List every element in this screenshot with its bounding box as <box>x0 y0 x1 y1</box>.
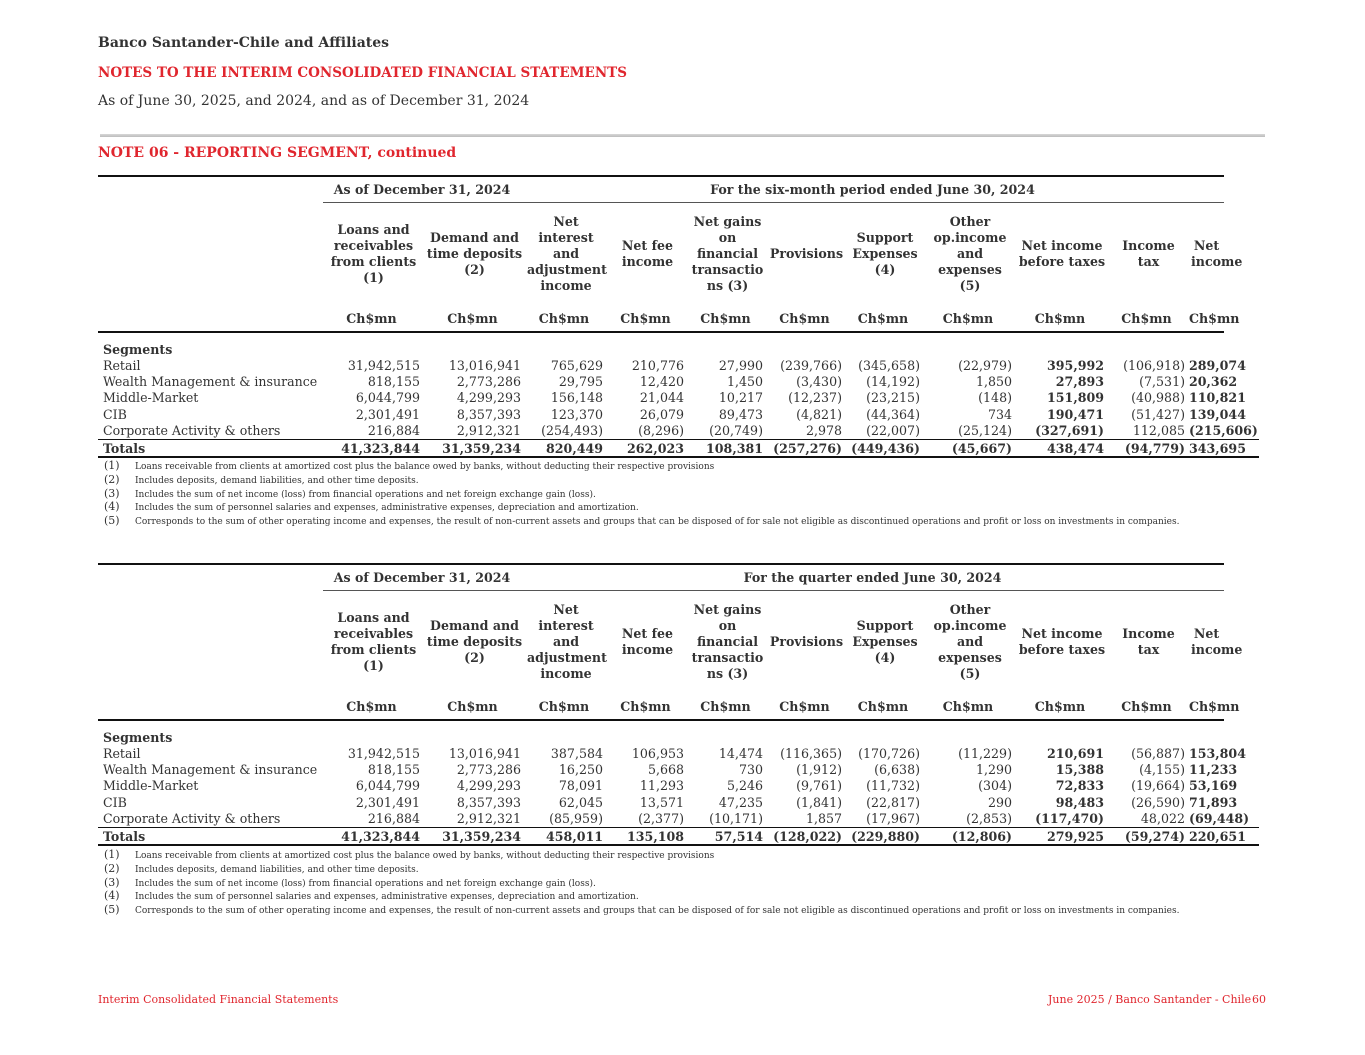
footnote-text: Loans receivable from clients at amortized cost plus the balance owed by banks, without deducting their respective provisions <box>135 462 715 472</box>
table-cell: 31,942,515 <box>347 746 420 762</box>
table-row <box>98 374 1259 390</box>
totals-cell: 820,449 <box>525 439 607 457</box>
table-cell: (2,853) <box>966 810 1012 826</box>
footnote <box>104 500 1180 514</box>
column-header: Net fee income <box>621 626 674 658</box>
notes-title: NOTES TO THE INTERIM CONSOLIDATED FINANCIAL STATEMENTS <box>98 65 627 81</box>
table-cell: (116,365) <box>780 746 842 762</box>
totals-cell: (59,274) <box>1108 827 1189 845</box>
totals-cell: (449,436) <box>846 439 924 457</box>
table-cell: 818,155 <box>367 374 420 390</box>
totals-cell: 108,381 <box>688 439 767 457</box>
table-cell: 1,290 <box>975 762 1012 778</box>
table-cell: 27,990 <box>718 358 763 374</box>
group-header-left: As of December 31, 2024 <box>323 177 525 202</box>
table-cell: 387,584 <box>550 746 603 762</box>
unit-label: Ch$mn <box>525 694 607 720</box>
company-name: Banco Santander-Chile and Affiliates <box>98 35 390 51</box>
unit-label: Ch$mn <box>688 694 767 720</box>
footnote <box>104 848 1180 862</box>
unit-label: Ch$mn <box>525 306 607 332</box>
table-cell: 730 <box>738 762 763 778</box>
table-row <box>98 762 1259 778</box>
table-cell: 8,357,393 <box>456 794 521 810</box>
table-cell: 78,091 <box>558 778 603 794</box>
table-cell: 27,893 <box>1055 374 1104 390</box>
table-cell: 1,850 <box>975 374 1012 390</box>
table-cell: (148) <box>978 390 1012 406</box>
table-cell: (11,732) <box>866 778 920 794</box>
unit-label: Ch$mn <box>1108 694 1189 720</box>
segment-table-six-month <box>98 175 1259 458</box>
table-cell: (215,606) <box>1189 422 1258 438</box>
table-cell: 210,691 <box>1047 746 1104 762</box>
row-label: Retail <box>103 358 141 374</box>
totals-cell: 458,011 <box>525 827 607 845</box>
table-cell: 72,833 <box>1055 778 1104 794</box>
table-cell: 71,893 <box>1189 794 1238 810</box>
table-cell: 26,079 <box>639 406 684 422</box>
column-header: Demand and time deposits (2) <box>426 618 523 666</box>
group-header-right: For the quarter ended June 30, 2024 <box>525 565 1224 590</box>
table-cell: (170,726) <box>858 746 920 762</box>
table-cell: (4,821) <box>796 406 842 422</box>
totals-cell: (12,806) <box>924 827 1016 845</box>
unit-label: Ch$mn <box>1016 694 1108 720</box>
table-cell: 5,668 <box>647 762 684 778</box>
table-cell: 106,953 <box>631 746 684 762</box>
footnotes-table-1 <box>104 459 1180 528</box>
unit-label: Ch$mn <box>767 306 846 332</box>
footnote-text: Includes the sum of personnel salaries and expenses, administrative expenses, depreciation and amortization. <box>135 503 639 514</box>
table-cell: 89,473 <box>718 406 763 422</box>
table-cell: 31,942,515 <box>347 358 420 374</box>
totals-cell: (229,880) <box>846 827 924 845</box>
table-cell: 734 <box>987 406 1012 422</box>
table-row <box>98 390 1259 406</box>
table-cell: 8,357,393 <box>456 406 521 422</box>
table-cell: (1,841) <box>796 794 842 810</box>
column-header: Net income before taxes <box>1018 238 1106 270</box>
table-cell: (106,918) <box>1123 358 1185 374</box>
table-cell: 290 <box>987 794 1012 810</box>
footnote-text: Includes deposits, demand liabilities, and other time deposits. <box>135 475 419 486</box>
table-cell: 6,044,799 <box>355 390 420 406</box>
table-cell: (9,761) <box>796 778 842 794</box>
table-cell: (4,155) <box>1139 762 1185 778</box>
unit-label: Ch$mn <box>323 306 424 332</box>
footnote <box>104 459 1180 473</box>
unit-label: Ch$mn <box>688 306 767 332</box>
column-header: Other op.income and expenses (5) <box>933 214 1007 294</box>
table-cell: 112,085 <box>1132 422 1185 438</box>
note-title: NOTE 06 - REPORTING SEGMENT, continued <box>98 145 457 161</box>
table-cell: 818,155 <box>367 762 420 778</box>
table-cell: (25,124) <box>958 422 1012 438</box>
totals-label: Totals <box>98 827 323 845</box>
table-cell: (10,171) <box>709 810 763 826</box>
row-label: Retail <box>103 746 141 762</box>
table-cell: 1,450 <box>726 374 763 390</box>
column-header: Provisions <box>769 634 844 650</box>
unit-label: Ch$mn <box>924 306 1016 332</box>
footnote-text: Loans receivable from clients at amortized cost plus the balance owed by banks, without deducting their respective provisions <box>135 851 715 861</box>
table-cell: (44,364) <box>866 406 920 422</box>
footnote-number: (5) <box>104 903 120 917</box>
table-cell: 13,016,941 <box>448 358 521 374</box>
segments-label: Segments <box>103 730 173 745</box>
footnote <box>104 903 1180 917</box>
totals-cell: (128,022) <box>767 827 846 845</box>
unit-label: Ch$mn <box>323 694 424 720</box>
table-row <box>98 778 1259 794</box>
column-header: Net fee income <box>621 238 674 270</box>
table-cell: (12,237) <box>788 390 842 406</box>
table-cell: 2,301,491 <box>355 406 420 422</box>
table-cell: (26,590) <box>1131 794 1185 810</box>
table-cell: (22,007) <box>866 422 920 438</box>
column-header: Support Expenses (4) <box>852 618 918 666</box>
unit-label: Ch$mn <box>1189 306 1224 332</box>
table-cell: (327,691) <box>1035 422 1104 438</box>
unit-label: Ch$mn <box>424 306 525 332</box>
table-cell: 48,022 <box>1140 810 1185 826</box>
table-cell: 1,857 <box>805 810 842 826</box>
table-row <box>98 795 1259 811</box>
footer-right: June 2025 / Banco Santander - Chile <box>1048 993 1252 1006</box>
table-cell: 5,246 <box>726 778 763 794</box>
table-cell: 2,912,321 <box>456 810 521 826</box>
table-cell: 765,629 <box>550 358 603 374</box>
row-label: Corporate Activity & others <box>103 422 281 438</box>
footnote-number: (4) <box>104 889 120 903</box>
footnote-text: Corresponds to the sum of other operating income and expenses, the result of non-current assets and groups that can be disposed of for sale not eligible as discontinued operations and profit or loss on investments in companies. <box>135 517 1180 528</box>
column-header: Net income before taxes <box>1018 626 1106 658</box>
segments-label: Segments <box>103 342 173 357</box>
row-label: CIB <box>103 406 127 422</box>
table-row <box>98 746 1259 762</box>
column-header: Income tax <box>1122 238 1175 270</box>
table-cell: 20,362 <box>1189 374 1238 390</box>
unit-label: Ch$mn <box>1189 694 1224 720</box>
column-header: Provisions <box>769 246 844 262</box>
table-cell: 156,148 <box>550 390 603 406</box>
table-cell: (7,531) <box>1139 374 1185 390</box>
table-cell: 139,044 <box>1189 406 1246 422</box>
table-cell: 10,217 <box>718 390 763 406</box>
table-cell: 110,821 <box>1189 390 1246 406</box>
footnote-number: (3) <box>104 875 120 889</box>
footnote-number: (2) <box>104 861 120 875</box>
table-cell: (19,664) <box>1131 778 1185 794</box>
column-header: Net income <box>1191 238 1243 270</box>
column-header: Demand and time deposits (2) <box>426 230 523 278</box>
footnote-number: (4) <box>104 500 120 514</box>
unit-label: Ch$mn <box>1108 306 1189 332</box>
footnote-number: (1) <box>104 848 120 861</box>
unit-label: Ch$mn <box>846 694 924 720</box>
totals-cell: (94,779) <box>1108 439 1189 457</box>
table-cell: 4,299,293 <box>456 778 521 794</box>
table-cell: 190,471 <box>1047 406 1104 422</box>
footnote <box>104 876 1180 890</box>
totals-cell: 31,359,234 <box>424 827 525 845</box>
table-cell: (345,658) <box>858 358 920 374</box>
table-cell: (239,766) <box>780 358 842 374</box>
totals-label: Totals <box>98 439 323 457</box>
unit-label: Ch$mn <box>1016 306 1108 332</box>
table-row <box>98 811 1259 828</box>
table-cell: (117,470) <box>1035 810 1104 826</box>
table-cell: 11,233 <box>1189 762 1238 778</box>
table-cell: (3,430) <box>796 374 842 390</box>
table-cell: (11,229) <box>958 746 1012 762</box>
table-cell: 16,250 <box>558 762 603 778</box>
table-cell: 29,795 <box>558 374 603 390</box>
totals-cell: 41,323,844 <box>323 827 424 845</box>
page-number: 60 <box>1252 993 1266 1006</box>
footnote <box>104 862 1180 876</box>
row-label: Middle-Market <box>103 390 199 406</box>
column-header: Net interest and adjustment income <box>527 214 607 294</box>
table-cell: (20,749) <box>709 422 763 438</box>
totals-cell: 262,023 <box>607 439 688 457</box>
column-header: Net gains on financial transactio ns (3) <box>691 214 764 294</box>
table-cell: 47,235 <box>718 794 763 810</box>
footnote-number: (2) <box>104 472 120 486</box>
table-row <box>98 407 1259 423</box>
footnote <box>104 889 1180 903</box>
table-cell: 153,804 <box>1189 746 1246 762</box>
totals-cell: 220,651 <box>1189 828 1246 844</box>
column-header: Net gains on financial transactio ns (3) <box>691 602 764 682</box>
totals-row <box>98 439 1259 457</box>
header-divider <box>100 134 1265 137</box>
totals-cell: 135,108 <box>607 827 688 845</box>
totals-cell: 279,925 <box>1016 827 1108 845</box>
table-cell: 2,301,491 <box>355 794 420 810</box>
column-header: Other op.income and expenses (5) <box>933 602 1007 682</box>
table-cell: 21,044 <box>639 390 684 406</box>
table-cell: 210,776 <box>631 358 684 374</box>
unit-label: Ch$mn <box>424 694 525 720</box>
table-cell: (2,377) <box>638 810 684 826</box>
row-label: CIB <box>103 794 127 810</box>
column-header: Loans and receivables from clients (1) <box>330 222 417 286</box>
group-header-right: For the six-month period ended June 30, 2024 <box>525 177 1224 202</box>
table-cell: (6,638) <box>874 762 920 778</box>
table-cell: 289,074 <box>1189 358 1246 374</box>
totals-cell: (45,667) <box>924 439 1016 457</box>
table-cell: 216,884 <box>367 810 420 826</box>
footnote <box>104 473 1180 487</box>
table-cell: (40,988) <box>1131 390 1185 406</box>
column-header: Income tax <box>1122 626 1175 658</box>
footnote-number: (1) <box>104 459 120 472</box>
table-cell: 4,299,293 <box>456 390 521 406</box>
table-cell: (14,192) <box>866 374 920 390</box>
table-cell: 53,169 <box>1189 778 1238 794</box>
table-cell: 98,483 <box>1055 794 1104 810</box>
table-cell: (22,979) <box>958 358 1012 374</box>
unit-label: Ch$mn <box>846 306 924 332</box>
table-cell: 2,978 <box>805 422 842 438</box>
table-cell: (69,448) <box>1189 810 1250 826</box>
column-header: Net income <box>1191 626 1243 658</box>
footnote <box>104 514 1180 528</box>
table-cell: (1,912) <box>796 762 842 778</box>
totals-cell: 438,474 <box>1016 439 1108 457</box>
unit-label: Ch$mn <box>607 694 688 720</box>
table-cell: 14,474 <box>718 746 763 762</box>
table-cell: (51,427) <box>1131 406 1185 422</box>
unit-label: Ch$mn <box>607 306 688 332</box>
table-cell: (17,967) <box>866 810 920 826</box>
table-cell: 13,016,941 <box>448 746 521 762</box>
footnote-text: Includes the sum of personnel salaries and expenses, administrative expenses, depreciation and amortization. <box>135 892 639 903</box>
table-cell: 151,809 <box>1047 390 1104 406</box>
column-header: Support Expenses (4) <box>852 230 918 278</box>
row-label: Wealth Management & insurance <box>103 374 318 390</box>
table-row <box>98 358 1259 374</box>
footnote-text: Corresponds to the sum of other operating income and expenses, the result of non-current assets and groups that can be disposed of for sale not eligible as discontinued operations and profit or loss on investments in companies. <box>135 906 1180 917</box>
segment-table-quarter <box>98 563 1259 846</box>
table-cell: 15,388 <box>1055 762 1104 778</box>
totals-row <box>98 827 1259 845</box>
footnote-text: Includes the sum of net income (loss) from financial operations and net foreign exchange gain (loss). <box>135 489 596 500</box>
table-cell: (304) <box>978 778 1012 794</box>
column-header: Net interest and adjustment income <box>527 602 607 682</box>
row-label: Corporate Activity & others <box>103 810 281 826</box>
footnote <box>104 487 1180 501</box>
table-cell: (8,296) <box>638 422 684 438</box>
table-cell: (22,817) <box>866 794 920 810</box>
as-of-date: As of June 30, 2025, and 2024, and as of December 31, 2024 <box>98 93 530 109</box>
footnote-text: Includes the sum of net income (loss) from financial operations and net foreign exchange gain (loss). <box>135 878 596 889</box>
footnote-number: (5) <box>104 514 120 528</box>
group-header-left: As of December 31, 2024 <box>323 565 525 590</box>
totals-cell: 343,695 <box>1189 440 1246 456</box>
footnote-number: (3) <box>104 486 120 500</box>
unit-label: Ch$mn <box>924 694 1016 720</box>
unit-label: Ch$mn <box>767 694 846 720</box>
footnote-text: Includes deposits, demand liabilities, and other time deposits. <box>135 864 419 875</box>
table-cell: (23,215) <box>866 390 920 406</box>
table-cell: 123,370 <box>550 406 603 422</box>
table-cell: 2,912,321 <box>456 422 521 438</box>
table-cell: (85,959) <box>549 810 603 826</box>
table-cell: 2,773,286 <box>456 374 521 390</box>
totals-cell: 57,514 <box>688 827 767 845</box>
table-row <box>98 423 1259 440</box>
table-cell: (56,887) <box>1131 746 1185 762</box>
totals-cell: (257,276) <box>767 439 846 457</box>
table-cell: 216,884 <box>367 422 420 438</box>
row-label: Wealth Management & insurance <box>103 762 318 778</box>
table-cell: 13,571 <box>639 794 684 810</box>
footer-left: Interim Consolidated Financial Statements <box>98 993 339 1006</box>
table-cell: (254,493) <box>541 422 603 438</box>
table-cell: 11,293 <box>639 778 684 794</box>
column-header: Loans and receivables from clients (1) <box>330 610 417 674</box>
row-label: Middle-Market <box>103 778 199 794</box>
totals-cell: 41,323,844 <box>323 439 424 457</box>
table-cell: 12,420 <box>639 374 684 390</box>
footnotes-table-2 <box>104 848 1180 917</box>
table-cell: 62,045 <box>558 794 603 810</box>
table-cell: 2,773,286 <box>456 762 521 778</box>
table-cell: 6,044,799 <box>355 778 420 794</box>
totals-cell: 31,359,234 <box>424 439 525 457</box>
table-cell: 395,992 <box>1047 358 1104 374</box>
